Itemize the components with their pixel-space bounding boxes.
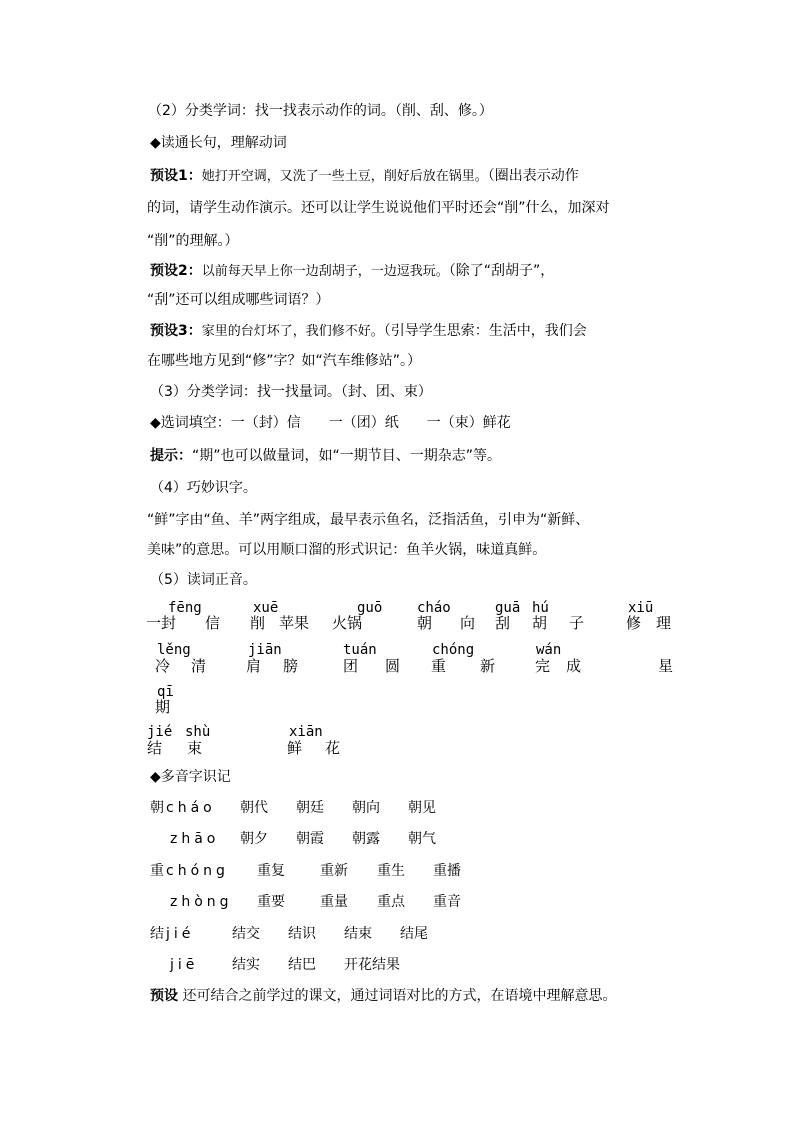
preset-label: 预设	[150, 988, 178, 1004]
example-sentence: 以前每天早上你一边刮胡子，一边逗我玩。	[201, 264, 449, 279]
polyphone-word: 重量	[320, 894, 348, 910]
pinyin: jié	[147, 724, 173, 740]
polyphone-pinyin: zhāo	[170, 831, 220, 847]
polyphone-word: 结交	[232, 926, 260, 942]
polyphone-word: 朝霞	[296, 831, 324, 847]
polyphone-row	[150, 925, 194, 943]
polyphone-word: 朝夕	[240, 831, 268, 847]
tip	[150, 447, 501, 465]
polyphone-row	[150, 830, 219, 848]
pinyin: xiū	[628, 600, 654, 616]
pinyin: jiān	[248, 642, 282, 658]
pinyin: chóng	[432, 642, 475, 658]
hanzi: 信	[205, 614, 221, 632]
polyphone-row	[150, 862, 229, 880]
polyphone-word: 重生	[377, 863, 405, 879]
hanzi: 火锅	[332, 614, 363, 632]
hanzi: 束	[187, 739, 203, 757]
hanzi: 刮	[495, 614, 511, 632]
hanzi: 星	[658, 657, 674, 675]
polyphone-word: 朝见	[408, 800, 436, 816]
hanzi: 圆	[385, 657, 401, 675]
note: （引导学生思索：生活中，我们会	[383, 323, 587, 339]
polyphone-char: 结	[150, 926, 164, 942]
hanzi: 团	[343, 657, 359, 675]
hanzi: 冷	[155, 657, 171, 675]
hanzi: 胡	[532, 614, 548, 632]
text-line: （5）读词正音。	[150, 572, 257, 588]
text-line: （3）分类学词：找一找量词。（封、团、束）	[150, 384, 432, 400]
polyphone-word: 朝代	[240, 800, 268, 816]
hanzi: 朝	[417, 614, 433, 632]
polyphone-word: 开花结果	[344, 957, 400, 973]
text-line: ◆选词填空：一（封）信 一（团）纸 一（束）鲜花	[150, 415, 511, 431]
pinyin: hú	[532, 600, 549, 616]
hanzi: 理	[656, 614, 672, 632]
hanzi: 膀	[283, 657, 299, 675]
preset-text: 还可结合之前学过的课文，通过词语对比的方式，在语境中理解意思。	[182, 988, 617, 1004]
text-line: ◆多音字识记	[150, 769, 231, 785]
example-sentence: 她打开空调，又洗了一些土豆，削好后放在锅里。	[201, 169, 488, 184]
preset-label: 预设1：	[150, 168, 202, 184]
polyphone-word: 结识	[288, 926, 316, 942]
preset-label: 预设2：	[150, 263, 202, 279]
pinyin: wán	[536, 642, 562, 658]
note: （圈出表示动作	[487, 168, 579, 184]
hanzi: 成	[566, 657, 582, 675]
text-line: （2）分类学词：找一找表示动作的词。（削、刮、修。）	[148, 103, 493, 119]
polyphone-word: 朝露	[352, 831, 380, 847]
pinyin: guō	[357, 600, 383, 616]
pinyin: lěng	[157, 642, 191, 658]
note: （除了“刮胡子”，	[448, 263, 555, 279]
hanzi: 苹果	[279, 614, 310, 632]
hanzi: 花	[325, 739, 341, 757]
hanzi: 鲜	[287, 739, 303, 757]
text-line: 美味”的意思。可以用顺口溜的形式识记：鱼羊火锅，味道真鲜。	[147, 542, 547, 558]
polyphone-word: 结实	[232, 957, 260, 973]
polyphone-word: 朝廷	[296, 800, 324, 816]
polyphone-word: 重播	[433, 863, 461, 879]
pinyin: xuē	[253, 600, 279, 616]
hanzi: 清	[191, 657, 207, 675]
hanzi: 肩	[246, 657, 262, 675]
hanzi: 修	[626, 614, 642, 632]
preset-3	[150, 322, 587, 341]
polyphone-word: 重复	[257, 863, 285, 879]
polyphone-pinyin: zhòng	[170, 894, 233, 910]
hanzi: 重	[431, 657, 447, 675]
preset-2	[150, 262, 554, 281]
polyphone-word: 结束	[344, 926, 372, 942]
polyphone-word: 重音	[433, 894, 461, 910]
polyphone-row	[150, 799, 216, 817]
polyphone-row	[150, 893, 233, 911]
polyphone-pinyin: jié	[166, 926, 195, 942]
polyphone-word: 结尾	[400, 926, 428, 942]
text-line: （4）巧妙识字。	[150, 480, 257, 496]
text-line: 在哪些地方见到“修”字？如“汽车维修站”。）	[147, 353, 422, 369]
pinyin: qī	[157, 684, 174, 700]
polyphone-char: 朝	[150, 800, 164, 816]
text-line: “鲜”字由“鱼、羊”两字组成，最早表示鱼名，泛指活鱼，引申为“新鲜、	[147, 512, 590, 528]
hanzi: 子	[569, 614, 585, 632]
polyphone-word: 朝向	[352, 800, 380, 816]
polyphone-word: 结巴	[288, 957, 316, 973]
hanzi: 完	[535, 657, 551, 675]
example-sentence: 家里的台灯坏了，我们修不好。	[201, 324, 384, 339]
polyphone-pinyin: jiē	[170, 957, 199, 973]
preset-1	[150, 167, 579, 186]
hanzi: 新	[480, 657, 496, 675]
text-line: ◆读通长句，理解动词	[150, 135, 287, 151]
pinyin: shù	[185, 724, 211, 740]
polyphone-char: 重	[150, 863, 164, 879]
hanzi: 向	[460, 614, 476, 632]
final-preset	[150, 987, 616, 1005]
tip-text: “期”也可以做量词，如“一期节目、一期杂志”等。	[192, 448, 502, 464]
pinyin: fēng	[168, 600, 202, 616]
pinyin: tuán	[343, 642, 377, 658]
pinyin: xiān	[289, 724, 323, 740]
text-line: 的词，请学生动作演示。还可以让学生说说他们平时还会“削”什么，加深对	[147, 200, 610, 216]
polyphone-word: 重新	[320, 863, 348, 879]
hanzi: 期	[155, 698, 171, 716]
hanzi: 削	[250, 614, 266, 632]
pinyin: cháo	[417, 600, 451, 616]
preset-label: 预设3：	[150, 323, 202, 339]
polyphone-pinyin: chóng	[166, 863, 229, 879]
text-line: “削”的理解。）	[147, 233, 239, 249]
hanzi: 结	[147, 739, 163, 757]
polyphone-pinyin: cháo	[166, 800, 216, 816]
tip-label: 提示：	[150, 448, 192, 464]
polyphone-word: 朝气	[408, 831, 436, 847]
polyphone-row	[150, 956, 198, 974]
text-line: “刮”还可以组成哪些词语？）	[147, 292, 330, 308]
polyphone-word: 重要	[257, 894, 285, 910]
pinyin: guā	[495, 600, 521, 616]
hanzi: 一封	[146, 614, 177, 632]
polyphone-word: 重点	[377, 894, 405, 910]
